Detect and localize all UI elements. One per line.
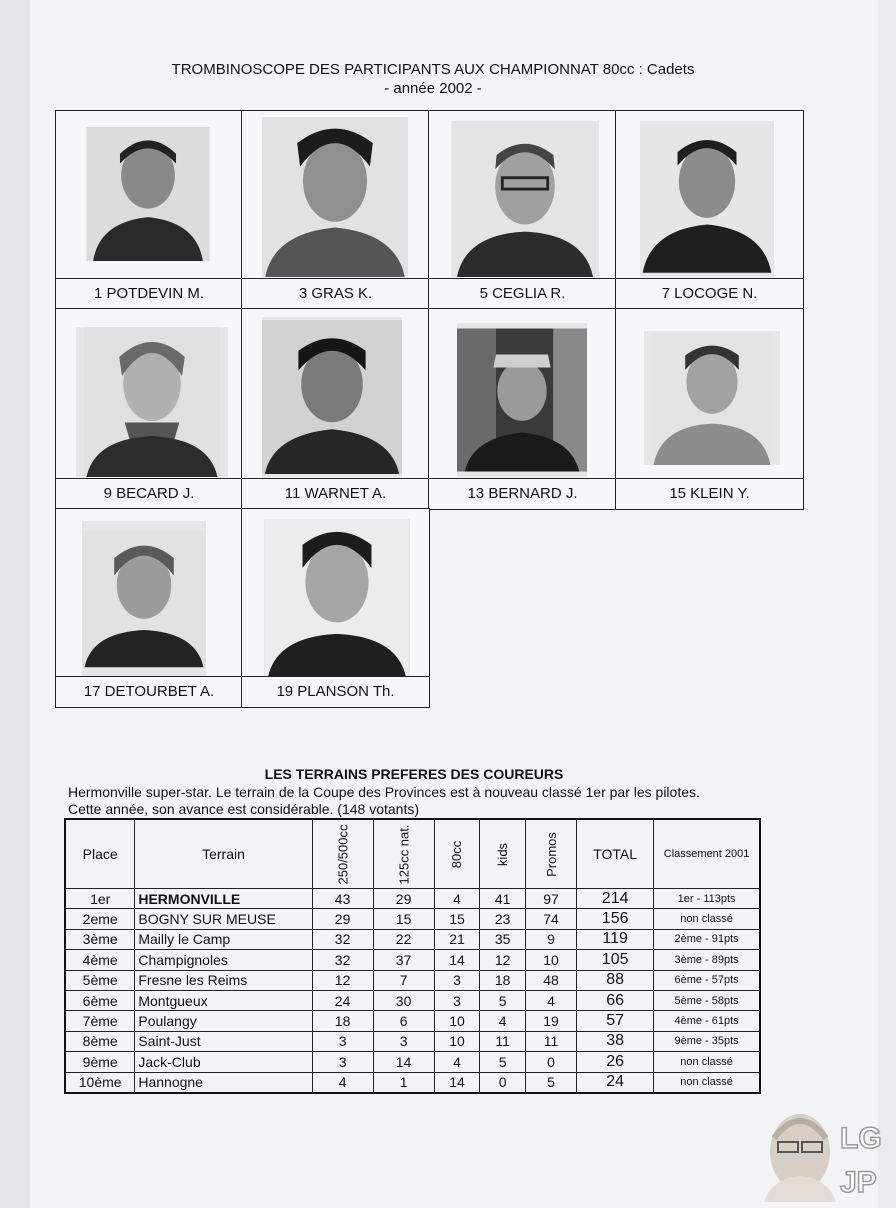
header-80-label: 80cc xyxy=(449,840,465,869)
rider-photo xyxy=(76,327,228,477)
cell-125: 3 xyxy=(373,1031,434,1051)
cell-prev: 2ème - 91pts xyxy=(654,929,760,949)
table-row xyxy=(65,950,760,970)
cell-80: 4 xyxy=(434,1052,480,1072)
intro-line-1: Hermonville super-star. Le terrain de la Coupe des Provinces est à nouveau classé 1er par les pilotes. xyxy=(68,784,700,800)
cell-kids: 41 xyxy=(480,889,525,909)
cell-250: 29 xyxy=(312,909,373,929)
cell-prev: 5ème - 58pts xyxy=(654,990,760,1010)
cell-promos: 4 xyxy=(525,990,576,1010)
cell-terrain: Saint-Just xyxy=(135,1031,312,1051)
cell-125: 15 xyxy=(373,909,434,929)
rider-photo xyxy=(644,331,780,465)
cell-terrain: BOGNY SUR MEUSE xyxy=(135,909,312,929)
rider-card xyxy=(241,110,430,310)
cell-250: 3 xyxy=(312,1031,373,1051)
cell-promos: 74 xyxy=(525,909,576,929)
cell-250: 32 xyxy=(312,950,373,970)
cell-total: 26 xyxy=(577,1052,654,1072)
cell-total: 57 xyxy=(577,1011,654,1031)
cell-125: 37 xyxy=(373,950,434,970)
cell-80: 21 xyxy=(434,929,480,949)
rider-card xyxy=(428,110,617,310)
title-line-2: - année 2002 - xyxy=(384,80,482,97)
rider-label: 9 BECARD J. xyxy=(56,478,242,509)
header-125-label: 125cc nat. xyxy=(396,824,412,885)
rider-label: 17 DETOURBET A. xyxy=(56,676,242,707)
table-row xyxy=(65,909,760,929)
cell-kids: 35 xyxy=(480,929,525,949)
scan-right-edge xyxy=(878,0,896,1208)
cell-prev: non classé xyxy=(654,909,760,929)
cell-total: 119 xyxy=(577,929,654,949)
header-promos xyxy=(525,819,576,889)
cell-promos: 48 xyxy=(525,970,576,990)
terrains-intro xyxy=(68,784,700,818)
cell-promos: 97 xyxy=(525,889,576,909)
cell-kids: 12 xyxy=(480,950,525,970)
cell-promos: 5 xyxy=(525,1072,576,1093)
title-line-1: TROMBINOSCOPE DES PARTICIPANTS AUX CHAMPIONNAT 80cc : Cadets xyxy=(171,61,695,78)
cell-kids: 23 xyxy=(480,909,525,929)
rider-label: 15 KLEIN Y. xyxy=(616,478,803,509)
cell-125: 1 xyxy=(373,1072,434,1093)
cell-place: 4ème xyxy=(65,950,135,970)
table-row xyxy=(65,929,760,949)
cell-total: 156 xyxy=(577,909,654,929)
table-row xyxy=(65,970,760,990)
intro-line-2: Cette année, son avance est considérable. (148 votants) xyxy=(68,801,419,817)
cell-prev: non classé xyxy=(654,1052,760,1072)
cell-kids: 18 xyxy=(480,970,525,990)
cell-250: 24 xyxy=(312,990,373,1010)
cell-promos: 19 xyxy=(525,1011,576,1031)
cell-terrain: Champignoles xyxy=(135,950,312,970)
cell-80: 3 xyxy=(434,970,480,990)
cell-250: 4 xyxy=(312,1072,373,1093)
portrait-logo-icon xyxy=(764,1108,890,1202)
rider-card xyxy=(55,508,243,708)
cell-terrain: Fresne les Reims xyxy=(135,970,312,990)
cell-kids: 4 xyxy=(480,1011,525,1031)
table-row xyxy=(65,990,760,1010)
cell-terrain: Poulangy xyxy=(135,1011,312,1031)
rider-label: 5 CEGLIA R. xyxy=(429,278,616,309)
cell-promos: 10 xyxy=(525,950,576,970)
cell-prev: 9ème - 35pts xyxy=(654,1031,760,1051)
rider-photo xyxy=(264,519,410,677)
rider-photo xyxy=(640,121,774,277)
cell-prev: non classé xyxy=(654,1072,760,1093)
cell-80: 10 xyxy=(434,1031,480,1051)
table-row xyxy=(65,1031,760,1051)
cell-total: 88 xyxy=(577,970,654,990)
rider-photo xyxy=(86,127,210,261)
header-125 xyxy=(373,819,434,889)
cell-prev: 1er - 113pts xyxy=(654,889,760,909)
cell-place: 5ème xyxy=(65,970,135,990)
cell-place: 8ème xyxy=(65,1031,135,1051)
rider-card xyxy=(241,308,430,510)
cell-250: 18 xyxy=(312,1011,373,1031)
header-terrain: Terrain xyxy=(135,819,312,889)
terrains-title: LES TERRAINS PREFERES DES COUREURS xyxy=(264,766,564,782)
cell-total: 214 xyxy=(577,889,654,909)
rider-card xyxy=(55,308,243,510)
cell-kids: 0 xyxy=(480,1072,525,1093)
cell-kids: 5 xyxy=(480,990,525,1010)
cell-80: 4 xyxy=(434,889,480,909)
cell-total: 66 xyxy=(577,990,654,1010)
rider-photo xyxy=(262,317,402,477)
cell-terrain: Jack-Club xyxy=(135,1052,312,1072)
cell-80: 14 xyxy=(434,1072,480,1093)
table-row xyxy=(65,1011,760,1031)
cell-kids: 5 xyxy=(480,1052,525,1072)
header-prev: Classement 2001 xyxy=(654,819,760,889)
cell-prev: 6ème - 57pts xyxy=(654,970,760,990)
rider-label: 7 LOCOGE N. xyxy=(616,278,803,309)
header-250-label: 250/500cc xyxy=(335,824,351,885)
rider-photo xyxy=(451,121,599,277)
cell-terrain: Hannogne xyxy=(135,1072,312,1093)
cell-125: 6 xyxy=(373,1011,434,1031)
cell-total: 24 xyxy=(577,1072,654,1093)
cell-place: 7ème xyxy=(65,1011,135,1031)
cell-250: 12 xyxy=(312,970,373,990)
cell-125: 22 xyxy=(373,929,434,949)
svg-text:LG: LG xyxy=(840,1122,882,1155)
page-title xyxy=(60,60,806,98)
cell-prev: 4ème - 61pts xyxy=(654,1011,760,1031)
cell-250: 43 xyxy=(312,889,373,909)
header-250 xyxy=(312,819,373,889)
header-promos-label: Promos xyxy=(543,832,559,877)
rider-photo xyxy=(457,323,587,477)
rider-card xyxy=(615,110,804,310)
table-row xyxy=(65,1052,760,1072)
cell-125: 30 xyxy=(373,990,434,1010)
cell-125: 7 xyxy=(373,970,434,990)
rider-photo xyxy=(262,117,408,277)
cell-promos: 0 xyxy=(525,1052,576,1072)
rider-label: 19 PLANSON Th. xyxy=(242,676,429,707)
header-place: Place xyxy=(65,819,135,889)
header-total: TOTAL xyxy=(577,819,654,889)
header-80 xyxy=(434,819,480,889)
cell-promos: 9 xyxy=(525,929,576,949)
cell-80: 15 xyxy=(434,909,480,929)
cell-125: 29 xyxy=(373,889,434,909)
terrains-table xyxy=(64,818,761,1094)
table-row xyxy=(65,889,760,909)
cell-250: 3 xyxy=(312,1052,373,1072)
svg-text:JP: JP xyxy=(840,1166,877,1199)
cell-total: 105 xyxy=(577,950,654,970)
cell-place: 6ème xyxy=(65,990,135,1010)
cell-place: 9ème xyxy=(65,1052,135,1072)
cell-place: 2eme xyxy=(65,909,135,929)
rider-card xyxy=(428,308,617,510)
rider-card xyxy=(241,508,430,708)
table-header-row xyxy=(65,819,760,889)
cell-total: 38 xyxy=(577,1031,654,1051)
cell-promos: 11 xyxy=(525,1031,576,1051)
rider-label: 1 POTDEVIN M. xyxy=(56,278,242,309)
rider-card xyxy=(55,110,243,310)
cell-kids: 11 xyxy=(480,1031,525,1051)
scan-left-edge xyxy=(0,0,30,1208)
cell-prev: 3ème - 89pts xyxy=(654,950,760,970)
cell-250: 32 xyxy=(312,929,373,949)
cell-place: 10ème xyxy=(65,1072,135,1093)
cell-80: 3 xyxy=(434,990,480,1010)
rider-label: 13 BERNARD J. xyxy=(429,478,616,509)
rider-label: 11 WARNET A. xyxy=(242,478,429,509)
cell-terrain: Mailly le Camp xyxy=(135,929,312,949)
header-kids xyxy=(480,819,525,889)
cell-80: 10 xyxy=(434,1011,480,1031)
rider-photo xyxy=(82,521,206,677)
cell-80: 14 xyxy=(434,950,480,970)
cell-125: 14 xyxy=(373,1052,434,1072)
rider-label: 3 GRAS K. xyxy=(242,278,429,309)
header-kids-label: kids xyxy=(495,842,511,867)
table-row xyxy=(65,1072,760,1093)
cell-place: 1er xyxy=(65,889,135,909)
cell-terrain: HERMONVILLE xyxy=(135,889,312,909)
cell-place: 3ème xyxy=(65,929,135,949)
rider-card xyxy=(615,308,804,510)
cell-terrain: Montgueux xyxy=(135,990,312,1010)
